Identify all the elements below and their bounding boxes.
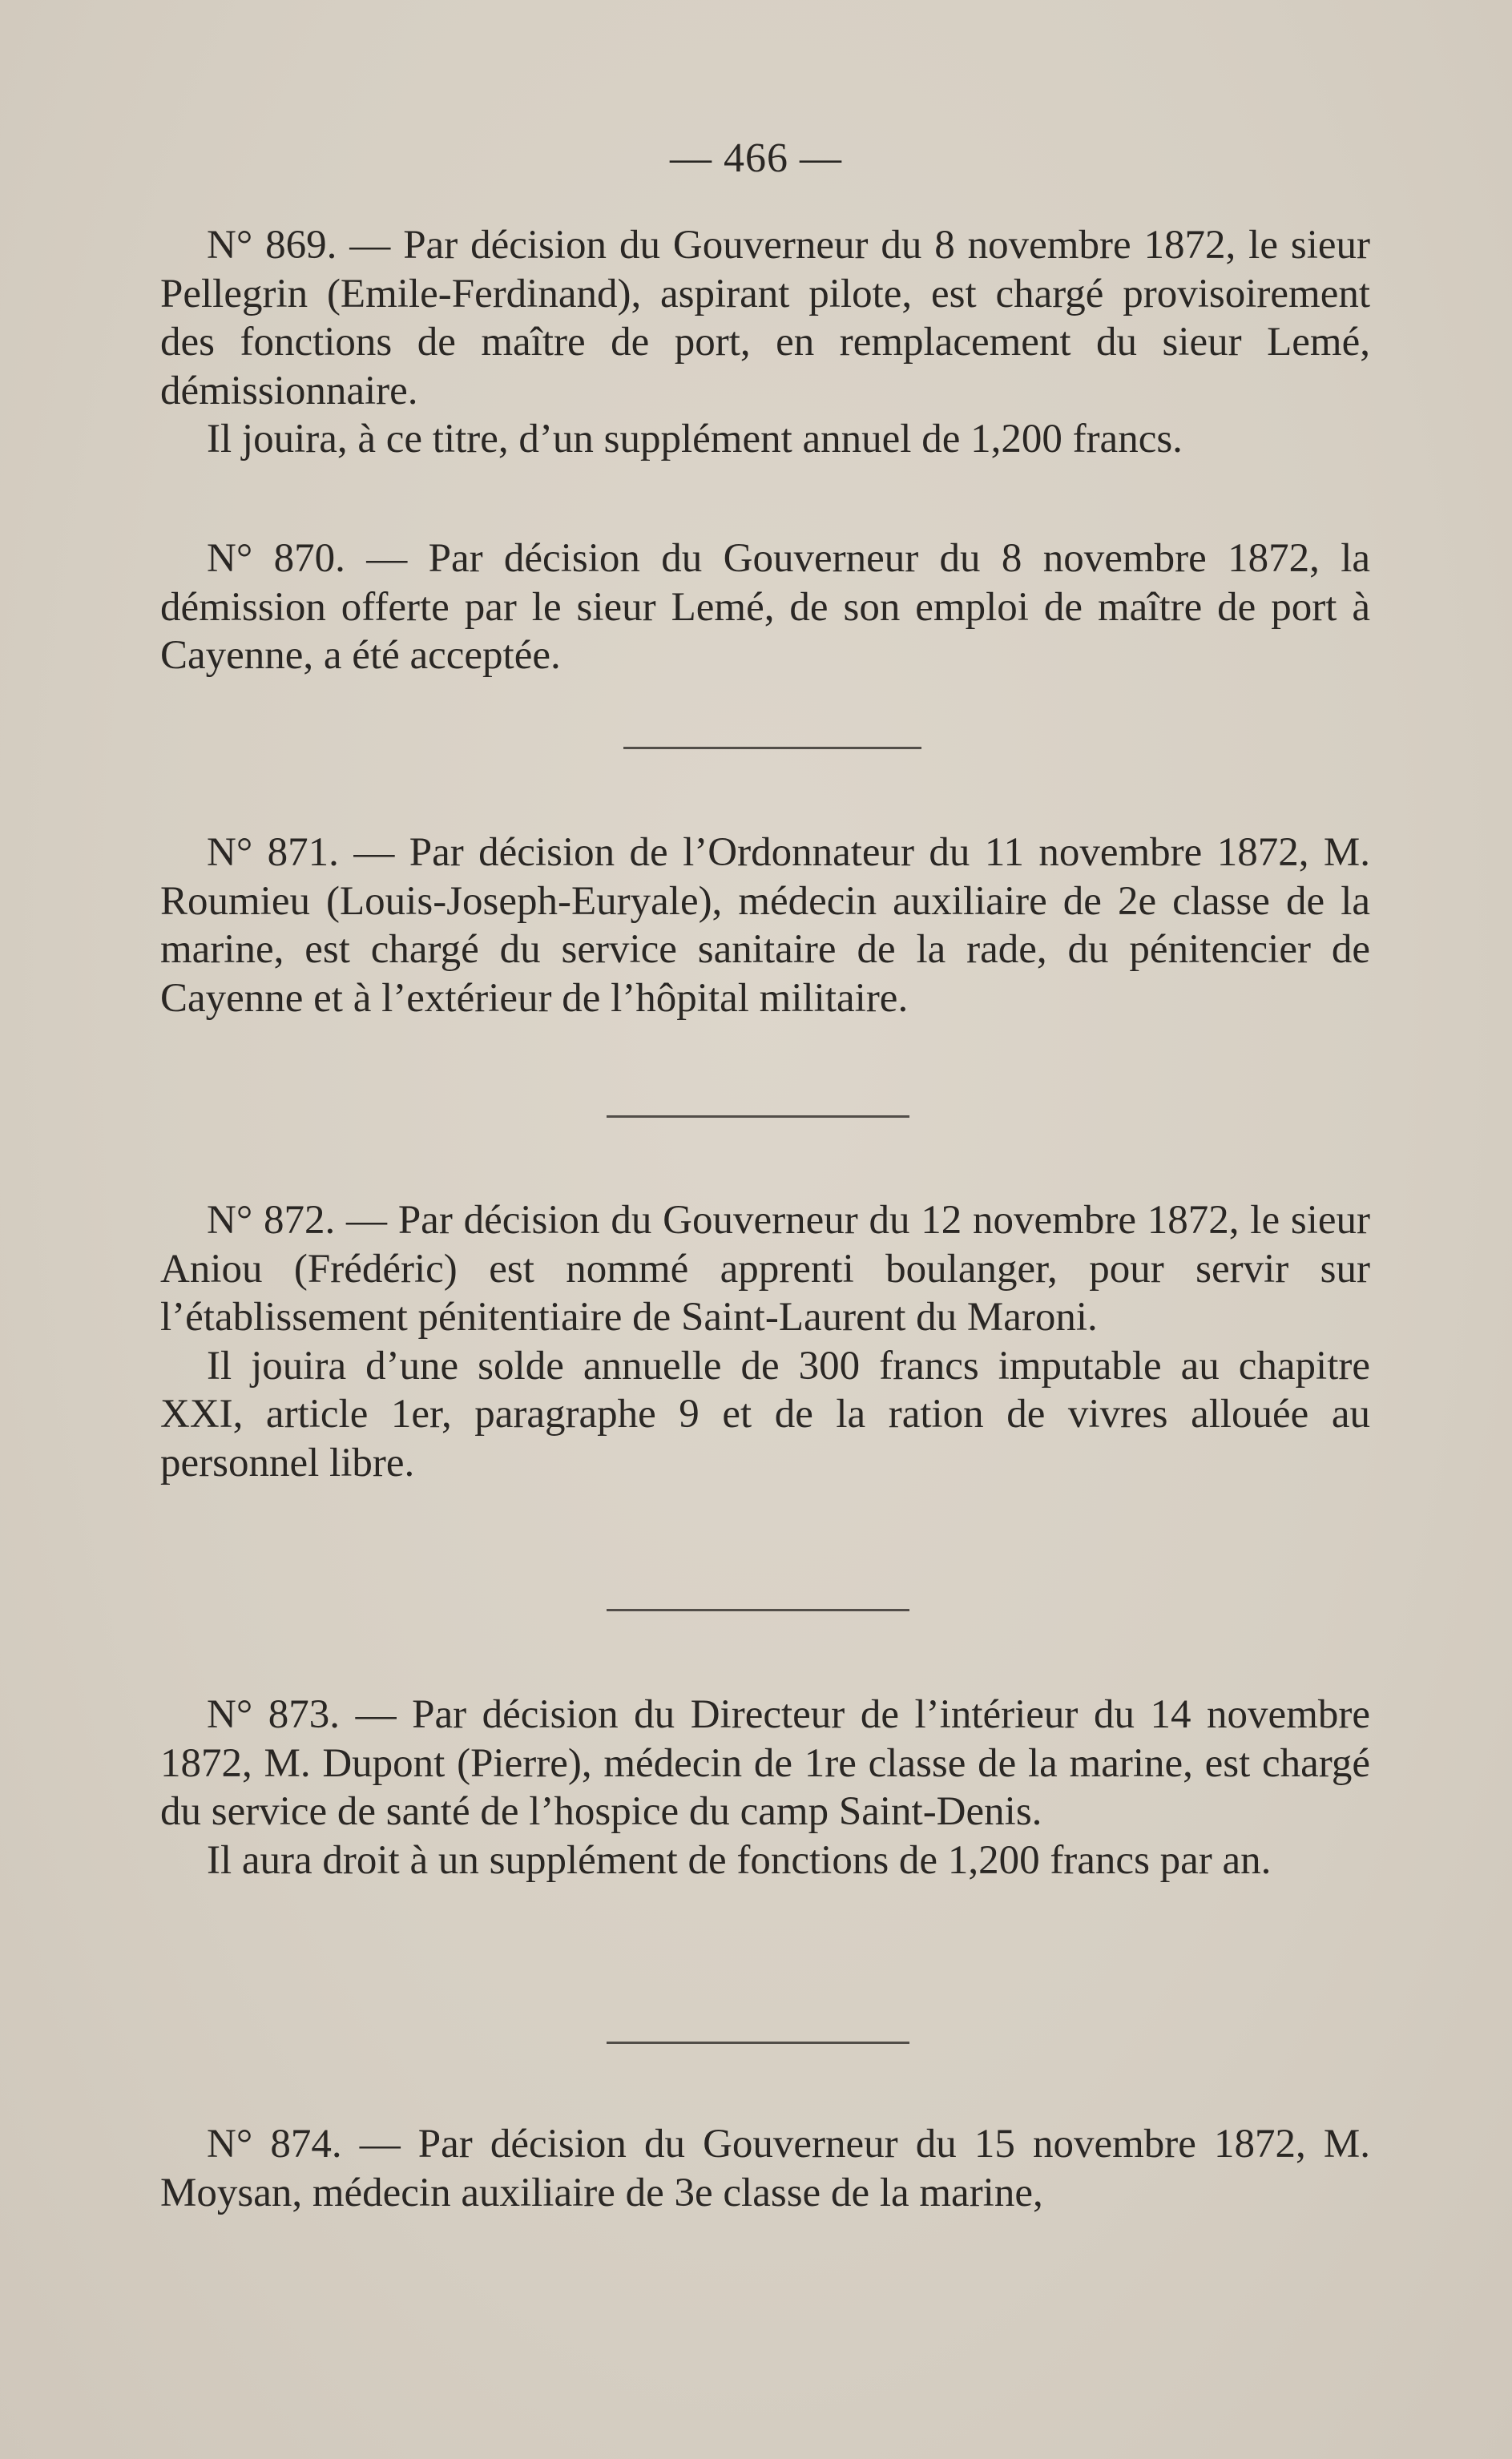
page-number: — 466 —: [670, 135, 842, 181]
entry-871-paragraph-1: N° 871. — Par décision de l’Ordonnateur du 11 novembre 1872, M. Roumieu (Louis-Joseph-Euryale), médecin auxiliaire de 2e classe de la marine, est chargé du service sanitaire de la rade, du pénitencier de Cayenne et à l’extérieur de l’hôpital militaire.: [160, 830, 1370, 1021]
entry-874-paragraph-1: N° 874. — Par décision du Gouverneur du 15 novembre 1872, M. Moysan, médecin auxiliaire de 3e classe de la marine,: [160, 2122, 1370, 2215]
entry-873-paragraph-1: N° 873. — Par décision du Directeur de l’intérieur du 14 novembre 1872, M. Dupont (Pierre), médecin de 1re classe de la marine, est chargé du service de santé de l’hospice du camp Saint-Denis.: [160, 1692, 1370, 1834]
entry-872-paragraph-1: N° 872. — Par décision du Gouverneur du 12 novembre 1872, le sieur Aniou (Frédéric) est nommé apprenti boulanger, pour servir sur l’établissement pénitentiaire de Saint-Laurent du Maroni.: [160, 1198, 1370, 1340]
entry-869-paragraph-1: N° 869. — Par décision du Gouverneur du 8 novembre 1872, le sieur Pellegrin (Emile-Ferdinand), aspirant pilote, est chargé provisoirement des fonctions de maître de port, en remplacement du sieur Lemé, démissionnaire.: [160, 223, 1370, 413]
entry-870: [160, 534, 1370, 680]
section-divider: [607, 1115, 909, 1118]
entry-869: [160, 221, 1370, 464]
entry-873-paragraph-2: Il aura droit à un supplément de fonctions de 1,200 francs par an.: [207, 1837, 1272, 1883]
entry-873: [160, 1691, 1370, 1885]
entry-874: [160, 2120, 1370, 2217]
section-divider: [607, 2042, 909, 2044]
entry-872-paragraph-2: Il jouira d’une solde annuelle de 300 francs imputable au chapitre XXI, article 1er, paragraphe 9 et de la ration de vivres allouée au personnel libre.: [160, 1343, 1370, 1485]
entry-871: [160, 828, 1370, 1022]
entry-870-paragraph-1: N° 870. — Par décision du Gouverneur du 8 novembre 1872, la démission offerte par le sieur Lemé, de son emploi de maître de port à Cayenne, a été acceptée.: [160, 536, 1370, 678]
section-divider: [607, 1609, 909, 1611]
entry-872: [160, 1196, 1370, 1487]
section-divider: [623, 747, 921, 749]
entry-869-paragraph-2: Il jouira, à ce titre, d’un supplément annuel de 1,200 francs.: [207, 417, 1183, 462]
